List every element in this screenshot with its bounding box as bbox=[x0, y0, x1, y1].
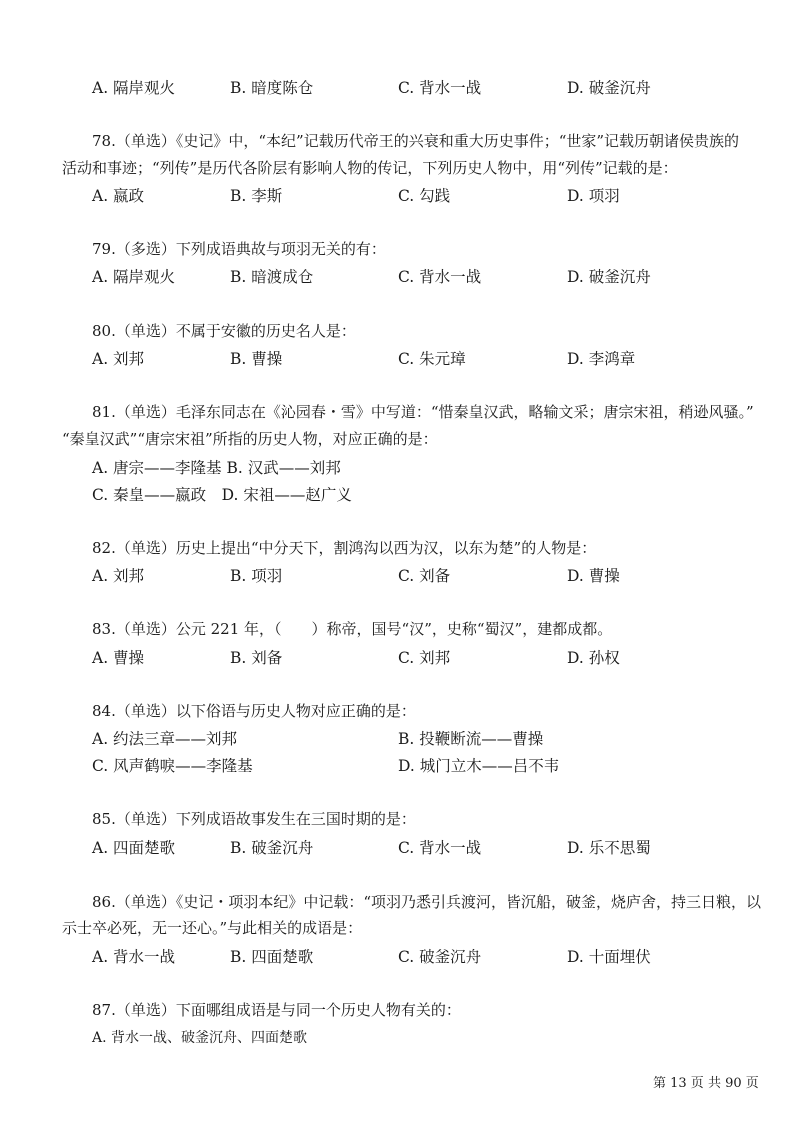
q82-text-line-1: 82.（单选）历史上提出“中分天下，割鸿沟以西为汉，以东为楚”的人物是： bbox=[92, 539, 597, 557]
q82-options bbox=[0, 564, 800, 590]
q78-option-d[interactable]: D. 项羽 bbox=[567, 187, 620, 205]
q85-option-c[interactable]: C. 背水一战 bbox=[398, 839, 482, 857]
q78-option-b[interactable]: B. 李斯 bbox=[230, 187, 283, 205]
q85-option-d[interactable]: D. 乐不思蜀 bbox=[567, 839, 651, 857]
q78-text-line-2: 活动和事迹；“列传”是历代各阶层有影响人物的传记，下列历史人物中，用“列传”记载的是： bbox=[62, 159, 678, 177]
q83-text-line-1: 83.（单选）公元 221 年，（ ）称帝，国号“汉”，史称“蜀汉”，建都成都。 bbox=[92, 620, 613, 638]
q81-options-line-1 bbox=[0, 456, 800, 482]
q80-option-d[interactable]: D. 李鸿章 bbox=[567, 350, 636, 368]
q81-options-ab[interactable]: A. 唐宗——李隆基 B. 汉武——刘邦 bbox=[92, 459, 341, 477]
q79-option-b[interactable]: B. 暗渡成仓 bbox=[230, 268, 314, 286]
q82-option-b[interactable]: B. 项羽 bbox=[230, 567, 283, 585]
q86-options bbox=[0, 945, 800, 971]
q79-options bbox=[0, 265, 800, 291]
q80-option-b[interactable]: B. 曹操 bbox=[230, 350, 283, 368]
q77-option-b[interactable]: B. 暗度陈仓 bbox=[230, 79, 314, 97]
q77-option-c[interactable]: C. 背水一战 bbox=[398, 79, 482, 97]
q77-option-d[interactable]: D. 破釜沉舟 bbox=[567, 79, 651, 97]
q86-text-line-1: 86.（单选）《史记・项羽本纪》中记载：“项羽乃悉引兵渡河，皆沉船，破釜，烧庐舍，持三日粮，以 bbox=[92, 893, 762, 911]
q84-option-c[interactable]: C. 风声鹤唳——李隆基 bbox=[92, 757, 253, 775]
q81-text-line-2: “秦皇汉武”“唐宗宋祖”所指的历史人物，对应正确的是： bbox=[62, 430, 438, 448]
q78-text-line-1: 78.（单选）《史记》中，“本纪”记载历代帝王的兴衰和重大历史事件；“世家”记载历朝诸侯贵族的 bbox=[92, 132, 740, 150]
q86-text-line-2: 示士卒必死，无一还心。”与此相关的成语是： bbox=[62, 919, 363, 937]
q84-options-line-1 bbox=[0, 727, 800, 753]
page-number: 第 13 页 共 90 页 bbox=[653, 1076, 759, 1091]
q85-text-line-1: 85.（单选）下列成语故事发生在三国时期的是： bbox=[92, 810, 416, 828]
q83-options bbox=[0, 646, 800, 672]
q79-option-d[interactable]: D. 破釜沉舟 bbox=[567, 268, 651, 286]
q85-option-a[interactable]: A. 四面楚歌 bbox=[92, 839, 176, 857]
q83-option-a[interactable]: A. 曹操 bbox=[92, 649, 145, 667]
q79-text-line-1: 79.（多选）下列成语典故与项羽无关的有： bbox=[92, 240, 386, 258]
q80-option-c[interactable]: C. 朱元璋 bbox=[398, 350, 466, 368]
q83-option-b[interactable]: B. 刘备 bbox=[230, 649, 283, 667]
q86-option-a[interactable]: A. 背水一战 bbox=[92, 948, 176, 966]
q79-option-a[interactable]: A. 隔岸观火 bbox=[92, 268, 176, 286]
q86-option-d[interactable]: D. 十面埋伏 bbox=[567, 948, 651, 966]
q82-option-a[interactable]: A. 刘邦 bbox=[92, 567, 145, 585]
q84-text-line-1: 84.（单选）以下俗语与历史人物对应正确的是： bbox=[92, 702, 416, 720]
q85-option-b[interactable]: B. 破釜沉舟 bbox=[230, 839, 314, 857]
q82-option-d[interactable]: D. 曹操 bbox=[567, 567, 620, 585]
q78-options bbox=[0, 184, 800, 210]
q83-option-c[interactable]: C. 刘邦 bbox=[398, 649, 451, 667]
q84-option-d[interactable]: D. 城门立木——吕不韦 bbox=[398, 757, 560, 775]
q77-option-a[interactable]: A. 隔岸观火 bbox=[92, 79, 176, 97]
q84-option-b[interactable]: B. 投鞭断流——曹操 bbox=[398, 730, 544, 748]
q81-options-line-2 bbox=[0, 483, 800, 509]
q87-text-line-1: 87.（单选）下面哪组成语是与同一个历史人物有关的： bbox=[92, 1001, 461, 1019]
q87-option-a[interactable]: A. 背水一战、破釜沉舟、四面楚歌 bbox=[92, 1030, 308, 1046]
q85-options bbox=[0, 836, 800, 862]
q86-option-c[interactable]: C. 破釜沉舟 bbox=[398, 948, 482, 966]
q77-options bbox=[0, 76, 800, 102]
q84-options-line-2 bbox=[0, 754, 800, 780]
q80-text-line-1: 80.（单选）不属于安徽的历史名人是： bbox=[92, 322, 356, 340]
q78-option-c[interactable]: C. 勾践 bbox=[398, 187, 451, 205]
q83-option-d[interactable]: D. 孙权 bbox=[567, 649, 620, 667]
q81-text-line-1: 81.（单选）毛泽东同志在《沁园春・雪》中写道：“惜秦皇汉武，略输文采；唐宗宋祖，稍逊风骚。” bbox=[92, 403, 754, 421]
q79-option-c[interactable]: C. 背水一战 bbox=[398, 268, 482, 286]
q80-options bbox=[0, 347, 800, 373]
q82-option-c[interactable]: C. 刘备 bbox=[398, 567, 451, 585]
q84-option-a[interactable]: A. 约法三章——刘邦 bbox=[92, 730, 238, 748]
q81-options-cd[interactable]: C. 秦皇——嬴政 D. 宋祖——赵广义 bbox=[92, 486, 352, 504]
q78-option-a[interactable]: A. 嬴政 bbox=[92, 187, 145, 205]
q80-option-a[interactable]: A. 刘邦 bbox=[92, 350, 145, 368]
q86-option-b[interactable]: B. 四面楚歌 bbox=[230, 948, 314, 966]
q87-options-line-1 bbox=[0, 1027, 800, 1053]
